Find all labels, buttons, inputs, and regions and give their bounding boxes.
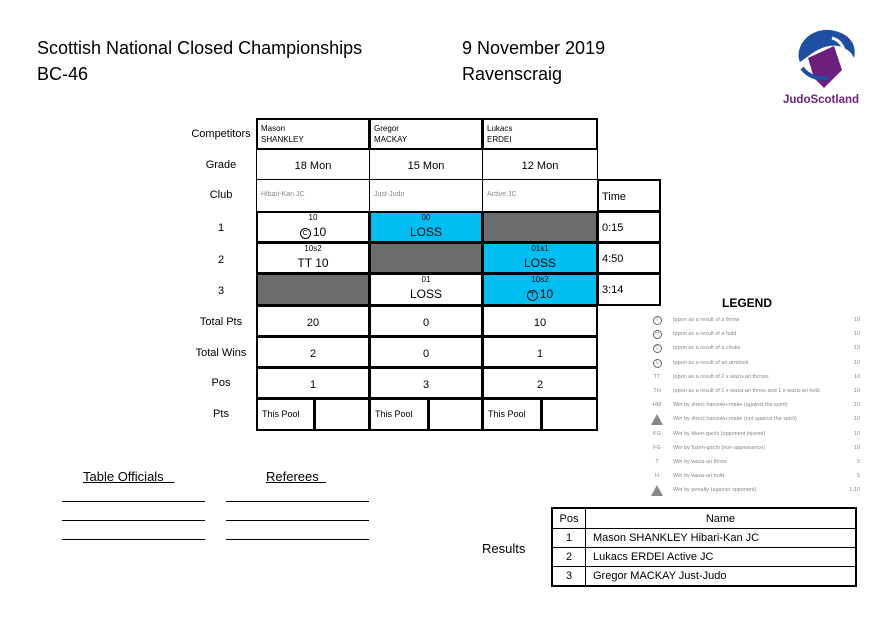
- label-bout-1: 1: [217, 222, 225, 234]
- tt-symbol: TT: [297, 256, 312, 270]
- competitor-1-total-wins: 2: [256, 336, 370, 368]
- competitor-1-first: Mason: [261, 124, 286, 133]
- competitor-3-club: Active JC: [482, 179, 598, 212]
- label-pts: Pts: [213, 408, 229, 420]
- competitor-1-pool-label: This Pool: [256, 398, 315, 431]
- legend-symbol: [650, 360, 664, 368]
- results-row-pos: 3: [553, 567, 586, 585]
- competitor-2-last: MACKAY: [374, 135, 408, 144]
- legend-symbol: T: [655, 459, 659, 465]
- competitor-2-pos: 3: [369, 367, 483, 399]
- triangle-icon: [651, 485, 663, 496]
- competitor-3-pool-label: This Pool: [482, 398, 542, 431]
- event-venue: Ravenscraig: [462, 64, 563, 84]
- competitor-3-total-wins: 1: [482, 336, 598, 368]
- competitor-3-name: [482, 118, 598, 150]
- legend-description: Ippon as a result of an armlock: [673, 359, 749, 366]
- bout-1-cell-1: 10 C 10: [256, 211, 370, 243]
- legend-points: 10: [853, 416, 860, 423]
- legend-points: 10: [853, 345, 860, 352]
- bout-1-cell-3: [482, 211, 598, 243]
- legend-circle-icon: H: [653, 330, 662, 339]
- results-row-pos: 1: [553, 529, 586, 547]
- time-header: Time: [597, 179, 661, 212]
- results-table: [551, 507, 857, 587]
- legend-symbol: [650, 345, 664, 353]
- competitor-2-club: Just-Judo: [369, 179, 483, 212]
- legend-title: LEGEND: [722, 296, 773, 310]
- legend-symbol: [650, 487, 664, 500]
- legend-item: [650, 413, 860, 427]
- competitor-1-name: [256, 118, 370, 150]
- legend-points: 10: [853, 373, 860, 380]
- legend-points: 5: [856, 473, 860, 480]
- legend-description: Win by fusen-gachi (non-appearance): [673, 444, 766, 451]
- bout-2-cell-1: 10s2 TT 10: [256, 242, 370, 274]
- label-grade: Grade: [205, 159, 237, 171]
- results-row: [553, 528, 855, 547]
- table-official-line-2: [62, 520, 205, 521]
- competitor-3-pool-value: [541, 398, 598, 431]
- legend-points: 5: [856, 459, 860, 465]
- referees-title: Referees: [266, 469, 319, 484]
- results-row-pos: 2: [553, 548, 586, 566]
- legend-description: Ippon as a result of 2 x waza-ari throws: [673, 373, 769, 380]
- legend-description: Win by penalty (against opponent): [673, 487, 757, 494]
- bout-3-cell-1: [256, 273, 370, 306]
- legend-description: Ippon as a result of a throw: [673, 317, 740, 323]
- legend-symbol: H: [655, 473, 659, 480]
- competitor-3-grade: 12 Mon: [482, 149, 598, 180]
- competitor-3-total-pts: 10: [482, 305, 598, 337]
- results-header-row: [553, 509, 855, 528]
- logo-text: JudoScotland: [783, 94, 860, 106]
- legend-points: 10: [853, 444, 860, 451]
- legend-item: [650, 314, 860, 328]
- competitor-1-grade: 18 Mon: [256, 149, 370, 180]
- legend-points: 1,10: [849, 487, 860, 494]
- results-row-name: Lukacs ERDEI Active JC: [593, 551, 714, 563]
- label-bout-2: 2: [217, 254, 225, 266]
- bout-3-cell-2: 01 LOSS: [369, 273, 483, 306]
- legend-description: Win by kiken-gachi (opponent injured): [673, 430, 766, 437]
- competitor-2-total-wins: 0: [369, 336, 483, 368]
- bout-2-cell-3: 01s1 LOSS: [482, 242, 598, 274]
- legend-description: Win by waza-ari hold: [673, 473, 725, 480]
- category-label: BC-46: [37, 64, 89, 84]
- legend-points: 10: [853, 402, 860, 409]
- legend-item: [650, 385, 860, 399]
- bout-1-cell-2: 00 LOSS: [369, 211, 483, 243]
- label-club: Club: [209, 189, 233, 201]
- legend-description: Win by direct hansoku-make (not against the spirit): [673, 416, 797, 423]
- legend-item: [650, 371, 860, 385]
- bout-2-time: 4:50: [597, 242, 661, 274]
- legend-symbol: [650, 317, 664, 325]
- results-header-pos: Pos: [553, 509, 586, 528]
- competitor-1-club: Hibari-Kan JC: [256, 179, 370, 212]
- legend-item: [650, 399, 860, 413]
- throw-icon: T: [527, 290, 538, 301]
- legend-points: 10: [853, 359, 860, 366]
- results-row: [553, 566, 855, 585]
- results-label: Results: [482, 541, 526, 556]
- label-total-pts: Total Pts: [199, 316, 243, 328]
- competitor-2-pool-label: This Pool: [369, 398, 429, 431]
- table-official-line-1: [62, 501, 205, 502]
- results-row-name: Mason SHANKLEY Hibari-Kan JC: [593, 532, 760, 544]
- legend-points: 10: [853, 430, 860, 437]
- competitor-2-name: [369, 118, 483, 150]
- referee-line-1: [226, 501, 369, 502]
- legend-points: 10: [853, 331, 860, 338]
- legend-description: Win by waza-ari throw: [673, 459, 728, 465]
- referee-line-2: [226, 520, 369, 521]
- legend-item: [650, 428, 860, 442]
- bout-3-cell-3: 10s2 T 10: [482, 273, 598, 306]
- referee-line-3: [226, 539, 369, 540]
- table-official-line-3: [62, 539, 205, 540]
- competitor-3-pos: 2: [482, 367, 598, 399]
- event-title: Scottish National Closed Championships: [37, 38, 363, 58]
- competitor-3-last: ERDEI: [487, 135, 512, 144]
- legend-item: [650, 342, 860, 356]
- competitor-1-last: SHANKLEY: [261, 135, 304, 144]
- results-row-name: Gregor MACKAY Just-Judo: [593, 570, 727, 582]
- bout-3-time: 3:14: [597, 273, 661, 306]
- legend-item: [650, 456, 860, 470]
- legend-item: [650, 484, 860, 498]
- label-competitors: Competitors: [191, 128, 251, 140]
- competitor-2-total-pts: 0: [369, 305, 483, 337]
- table-officials-title: Table Officials: [83, 469, 164, 484]
- label-bout-3: 3: [217, 285, 225, 297]
- legend-points: 10: [853, 317, 860, 323]
- legend-item: [650, 470, 860, 484]
- legend-points: 10: [853, 388, 860, 394]
- legend-circle-icon: L: [653, 359, 662, 368]
- competitor-2-first: Gregor: [374, 124, 399, 133]
- competitor-2-grade: 15 Mon: [369, 149, 483, 180]
- label-pos: Pos: [211, 377, 231, 389]
- competitor-2-pool-value: [428, 398, 483, 431]
- results-row: [553, 547, 855, 566]
- triangle-icon: [651, 414, 663, 425]
- choke-icon: C: [300, 228, 311, 239]
- legend-item: [650, 442, 860, 456]
- legend-symbol: TT: [653, 373, 661, 380]
- bout-2-cell-2: [369, 242, 483, 274]
- legend-symbol: FG: [653, 444, 661, 451]
- legend-description: Ippon as a result of 1 x waza-ari throw and 1 x waza-ari hold: [673, 388, 820, 394]
- results-header-name: Name: [705, 512, 736, 525]
- legend-symbol: TH: [653, 388, 661, 394]
- legend-description: Win by direct hansoku-make (against the spirit): [673, 402, 788, 409]
- legend-circle-icon: C: [653, 344, 662, 353]
- legend-description: Ippon as a result of a hold: [673, 331, 737, 338]
- competitor-1-total-pts: 20: [256, 305, 370, 337]
- event-date: 9 November 2019: [462, 38, 606, 58]
- competitor-1-pool-value: [314, 398, 370, 431]
- bout-1-time: 0:15: [597, 211, 661, 243]
- competitor-3-first: Lukacs: [487, 124, 513, 133]
- legend-item: [650, 357, 860, 371]
- legend-symbol: HM: [652, 402, 662, 409]
- legend-description: Ippon as a result of a choke: [673, 345, 741, 352]
- legend-symbol: KG: [653, 430, 661, 437]
- legend-circle-icon: T: [653, 316, 662, 325]
- legend-symbol: [650, 331, 664, 339]
- competitor-1-pos: 1: [256, 367, 370, 399]
- legend-item: [650, 328, 860, 342]
- label-total-wins: Total Wins: [195, 347, 247, 359]
